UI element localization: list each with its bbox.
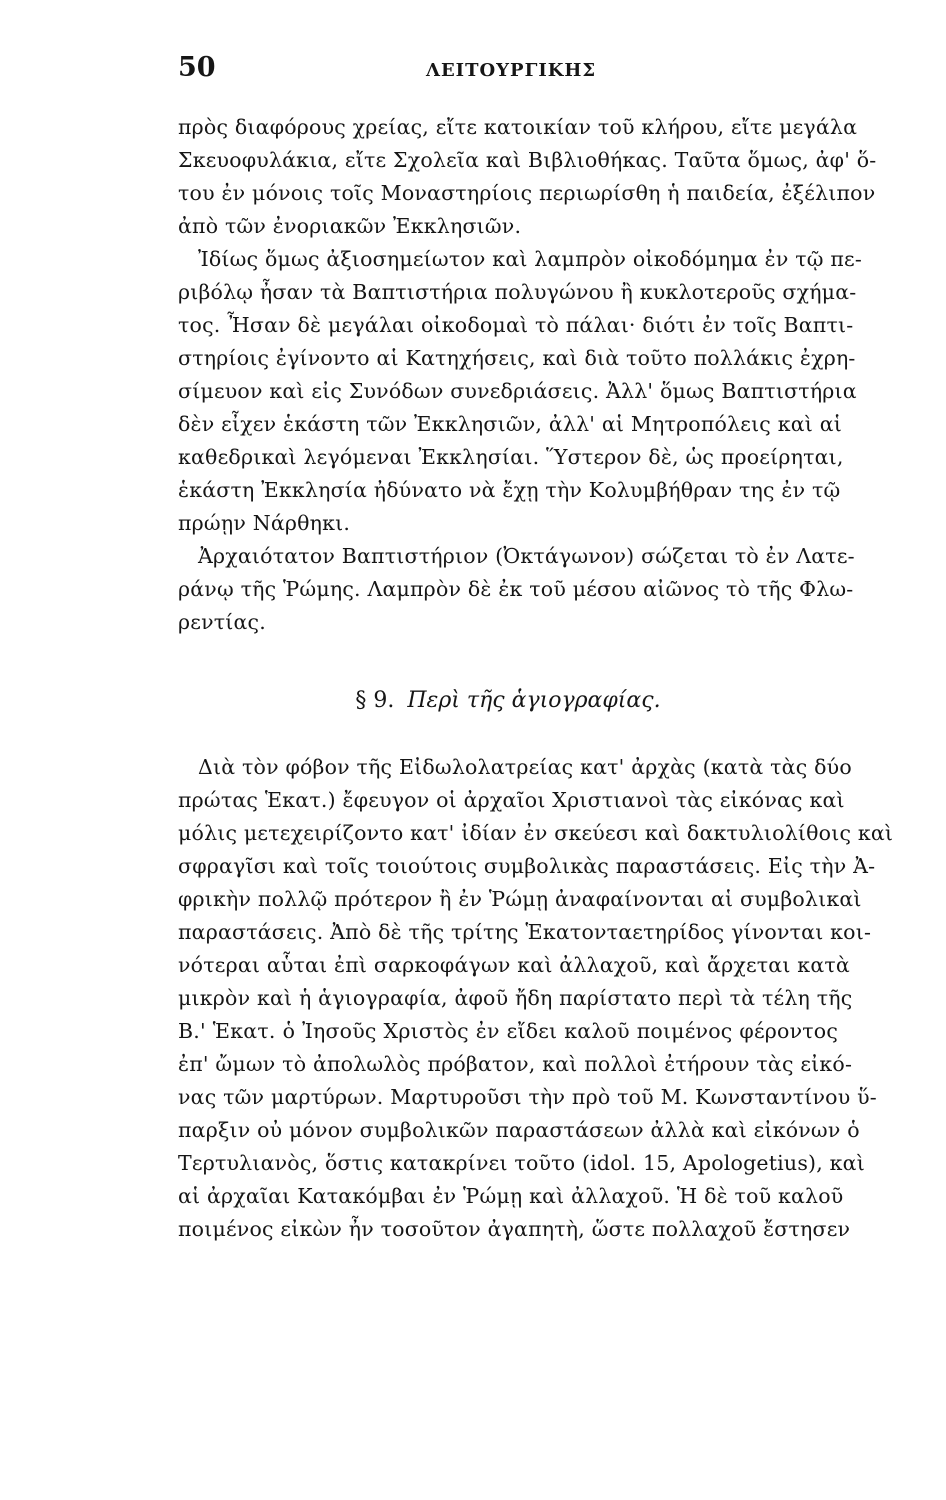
text-line: του ἐν μόνοις τοῖς Μοναστηρίοις περιωρίσθη ἡ παιδεία, ἐξέλιπον	[178, 181, 876, 205]
text-line: ποιμένος εἰκὼν ἦν τοσοῦτον ἀγαπητὴ, ὥστε πολλαχοῦ ἔστησεν	[178, 1217, 851, 1241]
text-line: ἑκάστη Ἐκκλησία ἠδύνατο νὰ ἔχῃ τὴν Κολυμβήθραν της ἐν τῷ	[178, 478, 841, 502]
section-number: § 9.	[355, 688, 395, 713]
text-line: Τερτυλιανὸς, ὅστις κατακρίνει τοῦτο (idol. 15, Apologetius), καὶ	[178, 1151, 865, 1175]
text-line: μικρὸν καὶ ἡ ἁγιογραφία, ἀφοῦ ἤδη παρίστατο περὶ τὰ τέλη τῆς	[178, 986, 853, 1010]
text-line: μόλις μετεχειρίζοντο κατ' ἰδίαν ἐν σκεύεσι καὶ δακτυλιολίθοις καὶ	[178, 821, 894, 845]
text-line: καθεδρικαὶ λεγόμεναι Ἐκκλησίαι. Ὕστερον δὲ, ὡς προείρηται,	[178, 445, 844, 469]
text-line: ριβόλῳ ἦσαν τὰ Βαπτιστήρια πολυγώνου ἢ κυκλοτεροῦς σχήμα-	[178, 280, 857, 304]
text-line: παραστάσεις. Ἀπὸ δὲ τῆς τρίτης Ἑκατονταετηρίδος γίνονται κοι-	[178, 920, 872, 944]
text-line: Ἀρχαιότατον Βαπτιστήριον (Ὀκτάγωνον) σώζεται τὸ ἐν Λατε-	[198, 544, 855, 568]
text-line: Ἰδίως ὅμως ἀξιοσημείωτον καὶ λαμπρὸν οἰκοδόμημα ἐν τῷ πε-	[198, 247, 862, 271]
text-line: αἱ ἀρχαῖαι Κατακόμβαι ἐν Ῥώμῃ καὶ ἀλλαχοῦ. Ἡ δὲ τοῦ καλοῦ	[178, 1184, 844, 1208]
text-line: νότεραι αὗται ἐπὶ σαρκοφάγων καὶ ἀλλαχοῦ, καὶ ἄρχεται κατὰ	[178, 953, 850, 977]
text-line: πρώτας Ἑκατ.) ἔφευγον οἱ ἀρχαῖοι Χριστιανοὶ τὰς εἰκόνας καὶ	[178, 788, 845, 812]
text-line: νας τῶν μαρτύρων. Μαρτυροῦσι τὴν πρὸ τοῦ Μ. Κωνσταντίνου ὕ-	[178, 1085, 877, 1109]
text-line: ἀπὸ τῶν ἐνοριακῶν Ἐκκλησιῶν.	[178, 214, 522, 238]
section-title: Περὶ τῆς ἁγιογραφίας.	[407, 688, 661, 713]
text-line: τος. Ἦσαν δὲ μεγάλαι οἰκοδομαὶ τὸ πάλαι· διότι ἐν τοῖς Βαπτι-	[178, 313, 854, 337]
text-line: ράνῳ τῆς Ῥώμης. Λαμπρὸν δὲ ἐκ τοῦ μέσου αἰῶνος τὸ τῆς Φλω-	[178, 577, 854, 601]
text-line: Β.' Ἑκατ. ὁ Ἰησοῦς Χριστὸς ἐν εἴδει καλοῦ ποιμένος φέροντος	[178, 1019, 838, 1043]
running-head: ΛΕΙΤΟΥΡΓΙΚΗΣ	[426, 60, 597, 81]
text-line: σίμευον καὶ εἰς Συνόδων συνεδριάσεις. Ἀλλ' ὅμως Βαπτιστήρια	[178, 379, 857, 403]
text-line: σφραγῖσι καὶ τοῖς τοιούτοις συμβολικὰς παραστάσεις. Εἰς τὴν Ἀ-	[178, 854, 876, 878]
text-line: πρώῃν Νάρθηκι.	[178, 511, 351, 535]
text-line: πρὸς διαφόρους χρείας, εἴτε κατοικίαν τοῦ κλήρου, εἴτε μεγάλα	[178, 115, 858, 139]
text-line: Διὰ τὸν φόβον τῆς Εἰδωλολατρείας κατ' ἀρχὰς (κατὰ τὰς δύο	[198, 755, 852, 779]
text-line: στηρίοις ἐγίνοντο αἱ Κατηχήσεις, καὶ διὰ τοῦτο πολλάκις ἐχρη-	[178, 346, 856, 370]
text-line: φρικὴν πολλῷ πρότερον ἢ ἐν Ῥώμῃ ἀναφαίνονται αἱ συμβολικαὶ	[178, 887, 862, 911]
page-header	[178, 52, 838, 92]
text-line: ρεντίας.	[178, 610, 266, 634]
section-heading	[178, 686, 838, 716]
text-line: ἐπ' ὤμων τὸ ἀπολωλὸς πρόβατον, καὶ πολλοὶ ἐτήρουν τὰς εἰκό-	[178, 1052, 853, 1076]
text-line: παρξιν οὐ μόνον συμβολικῶν παραστάσεων ἀλλὰ καὶ εἰκόνων ὁ	[178, 1118, 860, 1142]
text-line: δὲν εἶχεν ἑκάστη τῶν Ἐκκλησιῶν, ἀλλ' αἱ Μητροπόλεις καὶ αἱ	[178, 412, 842, 436]
page-number: 50	[178, 52, 216, 83]
text-line: Σκευοφυλάκια, εἴτε Σχολεῖα καὶ Βιβλιοθήκας. Ταῦτα ὅμως, ἀφ' ὅ-	[178, 148, 877, 172]
